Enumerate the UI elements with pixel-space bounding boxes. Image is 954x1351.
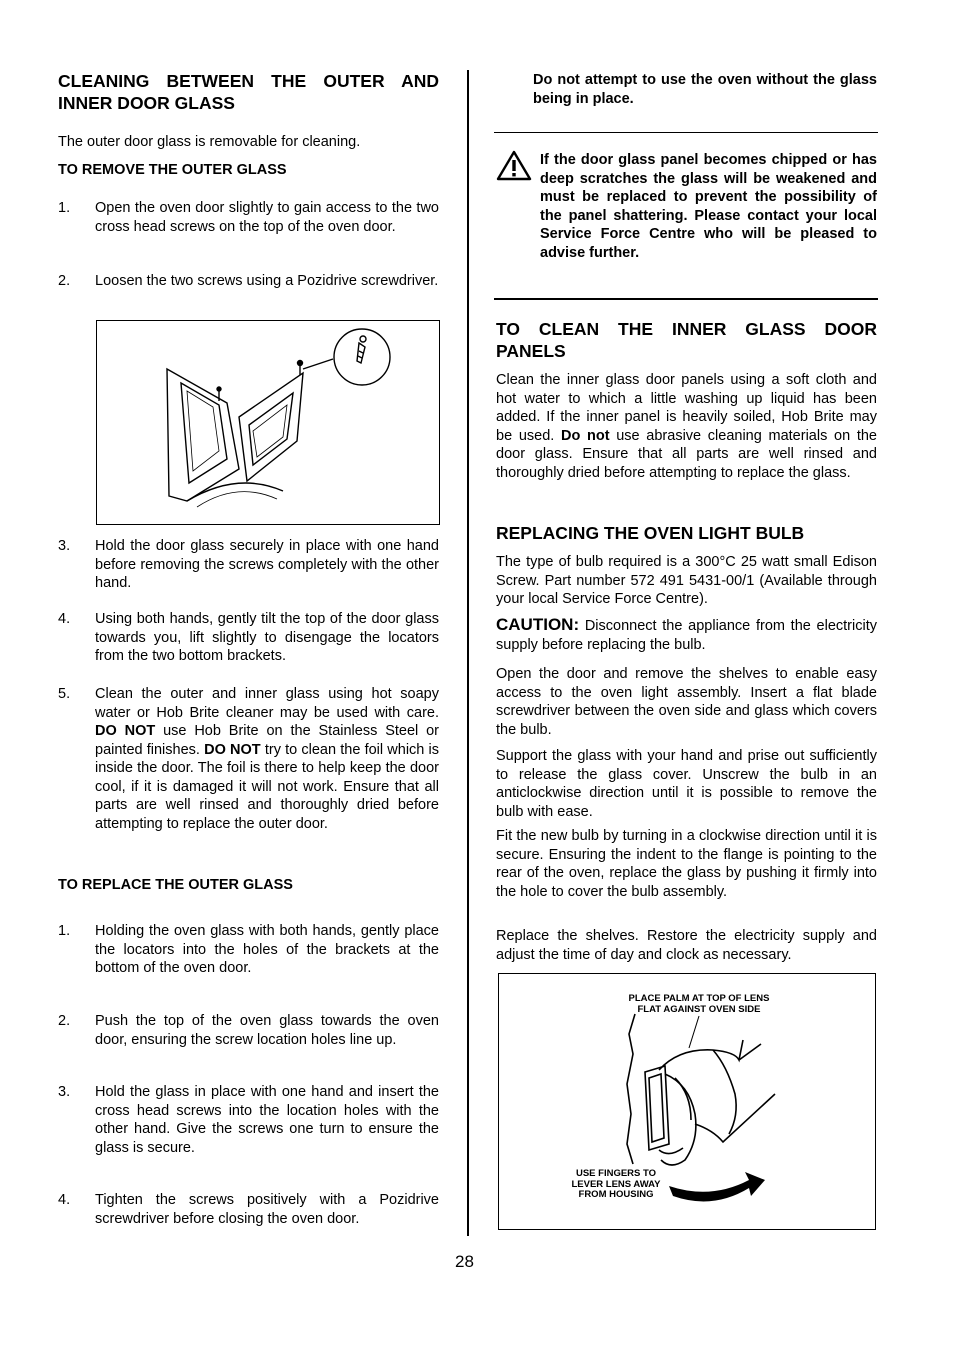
rule-bottom: [494, 298, 878, 300]
inner-glass-heading: TO CLEAN THE INNER GLASS DOOR PANELS: [496, 319, 877, 361]
door-glass-illustration: [97, 321, 439, 524]
section-heading-door-glass: CLEANING BETWEEN THE OUTER AND INNER DOOR GLASS: [58, 71, 439, 113]
column-divider: [467, 70, 469, 1236]
figure-caption-top: PLACE PALM AT TOP OF LENS FLAT AGAINST OVEN SIDE: [628, 993, 770, 1015]
bulb-type-text: The type of bulb required is a 300°C 25 watt small Edison Screw. Part number 572 491 5431-00/1 (Available through your local Service Force Centre).: [496, 554, 877, 607]
replace-step-4: 4. Tighten the screws positively with a Pozidrive screwdriver before closing the oven door.: [58, 1192, 439, 1227]
remove-step-2: 2. Loosen the two screws using a Pozidrive screwdriver.: [58, 273, 439, 289]
bulb-step-fit: Fit the new bulb by turning in a clockwise direction until it is secure. Ensuring the indent to the flange is pointing to the rear of the oven, replace the glass by pushing it firmly into the hole to cover the bulb assembly.: [496, 828, 877, 900]
bulb-heading: REPLACING THE OVEN LIGHT BULB: [496, 523, 805, 543]
replace-heading: TO REPLACE THE OUTER GLASS: [58, 877, 293, 893]
replace-step-2: 2. Push the top of the oven glass towards the oven door, ensuring the screw location holes line up.: [58, 1013, 439, 1048]
remove-step-4: 4. Using both hands, gently tilt the top of the door glass towards you, lift slightly to disengage the locators from the two bottom brackets.: [58, 611, 439, 664]
figure-caption-bottom: USE FINGERS TO LEVER LENS AWAY FROM HOUSING: [571, 1168, 661, 1200]
lever-arrow-icon: [669, 1172, 765, 1201]
replace-step-3: 3. Hold the glass in place with one hand and insert the cross head screws into the location holes with the other hand. Give the screws one turn to ensure the glass is secure.: [58, 1084, 439, 1156]
remove-step-5: 5. Clean the outer and inner glass using hot soapy water or Hob Brite cleaner may be used with care. DO NOT use Hob Brite on the Stainless Steel or painted finishes. DO NOT try to clean the foil which is inside the door. The foil is there to help keep the door cool, if it is damaged it will not work. Ensure that all parts are well rinsed and thoroughly dried before attempting to replace the outer door.: [58, 686, 439, 832]
intro-text: The outer door glass is removable for cleaning.: [58, 134, 361, 150]
glass-in-place-note: Do not attempt to use the oven without the glass being in place.: [533, 72, 877, 107]
bulb-step-replace: Replace the shelves. Restore the electricity supply and adjust the time of day and clock as necessary.: [496, 928, 877, 963]
bulb-step-support: Support the glass with your hand and prise out sufficiently to release the glass cover. Unscrew the bulb in an anticlockwise direction until it is possible to remove the bulb with ease.: [496, 748, 877, 820]
warning-text: If the door glass panel becomes chipped or has deep scratches the glass will be weakened and must be replaced to prevent the possibility of the panel shattering. Please contact your local Service Force Centre who will be pleased to advise further.: [540, 152, 877, 261]
replace-step-1: 1. Holding the oven glass with both hands, gently place the locators into the holes of the brackets at the bottom of the oven door.: [58, 923, 439, 976]
oven-light-figure: [498, 973, 876, 1230]
warning-triangle-icon: [496, 150, 532, 182]
inner-glass-text: Clean the inner glass door panels using a soft cloth and hot water to which a little washing up liquid has been added. If the inner panel is heavily soiled, Hob Brite may be used. Do not use abrasive cleaning materials on the door glass. Ensure that all parts are well rinsed and thoroughly dried before attempting to replace the glass.: [496, 372, 877, 481]
remove-step-3: 3. Hold the door glass securely in place with one hand before removing the screws completely with the other hand.: [58, 538, 439, 591]
door-glass-figure: [96, 320, 440, 525]
bulb-step-open: Open the door and remove the shelves to enable easy access to the oven light assembly. Insert a flat blade screwdriver between the oven side and glass which covers the bulb.: [496, 666, 877, 738]
page-number: 28: [455, 1252, 474, 1271]
caution-text: CAUTION: Disconnect the appliance from the electricity supply before replacing the bulb.: [496, 615, 877, 653]
rule-top: [494, 132, 878, 133]
hand-lens-illustration: [499, 974, 875, 1229]
remove-step-1: 1. Open the oven door slightly to gain access to the two cross head screws on the top of the oven door.: [58, 200, 439, 235]
remove-heading: TO REMOVE THE OUTER GLASS: [58, 162, 287, 178]
